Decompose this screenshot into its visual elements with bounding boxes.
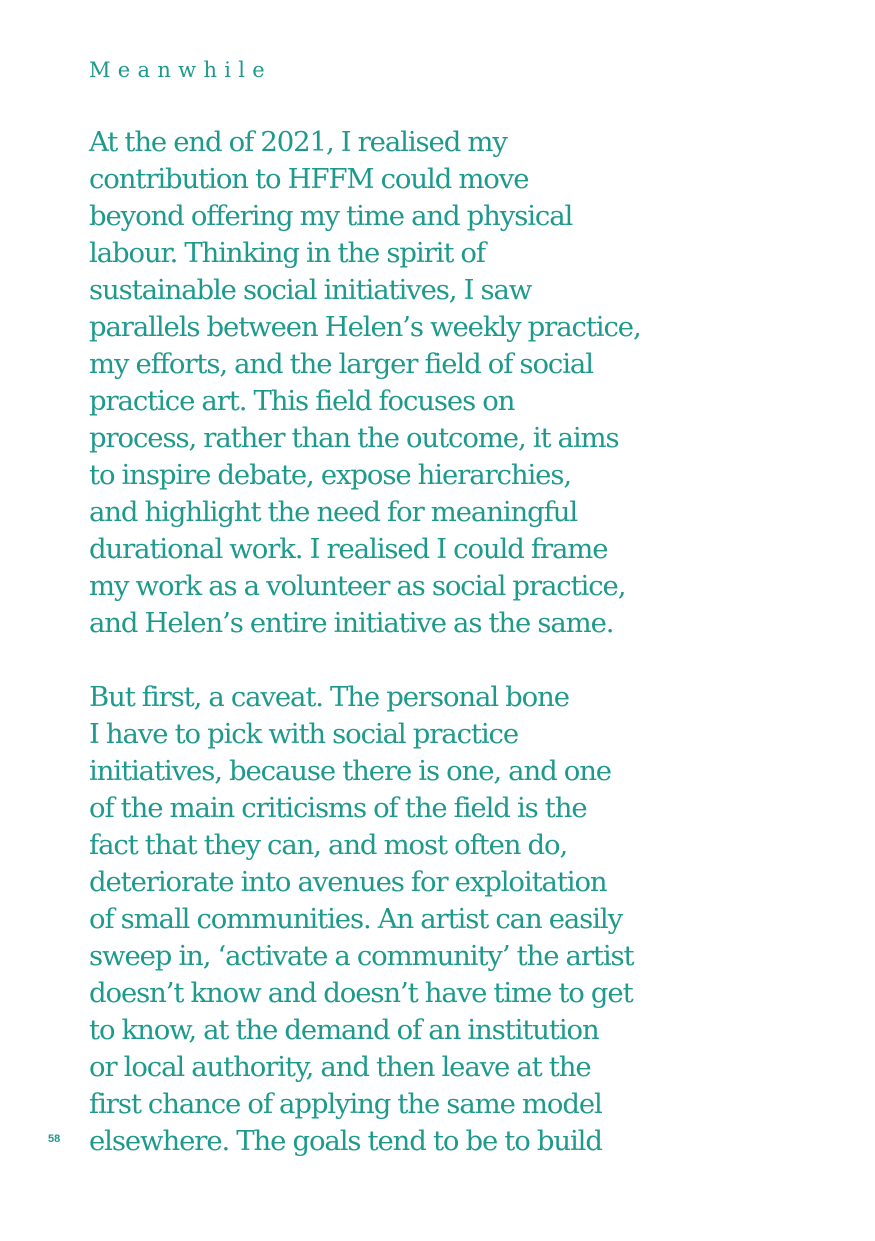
text-line: my efforts, and the larger field of social <box>89 348 593 380</box>
text-line: to know, at the demand of an institution <box>89 1014 599 1046</box>
text-line: and highlight the need for meaningful <box>89 496 578 528</box>
page-number: 58 <box>48 1133 61 1145</box>
text-line: At the end of 2021, I realised my <box>89 126 507 158</box>
text-line: and Helen’s entire initiative as the same. <box>89 607 614 639</box>
text-line: beyond offering my time and physical <box>89 200 573 232</box>
text-line: process, rather than the outcome, it aims <box>89 422 619 454</box>
running-head: Meanwhile <box>89 58 273 82</box>
text-line: initiatives, because there is one, and one <box>89 755 611 787</box>
paragraph-1 <box>89 124 749 642</box>
text-line: of the main criticisms of the field is the <box>89 792 587 824</box>
text-line: labour. Thinking in the spirit of <box>89 237 485 269</box>
text-line: my work as a volunteer as social practice, <box>89 570 626 602</box>
text-line: durational work. I realised I could frame <box>89 533 608 565</box>
text-line: sweep in, ‘activate a community’ the artist <box>89 940 634 972</box>
paragraph-2 <box>89 679 749 1160</box>
text-line: But first, a caveat. The personal bone <box>89 681 569 713</box>
text-line: first chance of applying the same model <box>89 1088 602 1120</box>
text-line: I have to pick with social practice <box>89 718 519 750</box>
text-line: to inspire debate, expose hierarchies, <box>89 459 571 491</box>
text-line: deteriorate into avenues for exploitation <box>89 866 607 898</box>
body-text <box>89 124 749 1160</box>
text-line: sustainable social initiatives, I saw <box>89 274 532 306</box>
text-line: practice art. This field focuses on <box>89 385 515 417</box>
text-line: parallels between Helen’s weekly practice, <box>89 311 641 343</box>
text-line: of small communities. An artist can easily <box>89 903 623 935</box>
text-line: doesn’t know and doesn’t have time to get <box>89 977 633 1009</box>
text-line: or local authority, and then leave at the <box>89 1051 591 1083</box>
paragraph-spacer <box>89 642 749 679</box>
text-line: elsewhere. The goals tend to be to build <box>89 1125 602 1157</box>
text-line: fact that they can, and most often do, <box>89 829 568 861</box>
text-line: contribution to HFFM could move <box>89 163 529 195</box>
